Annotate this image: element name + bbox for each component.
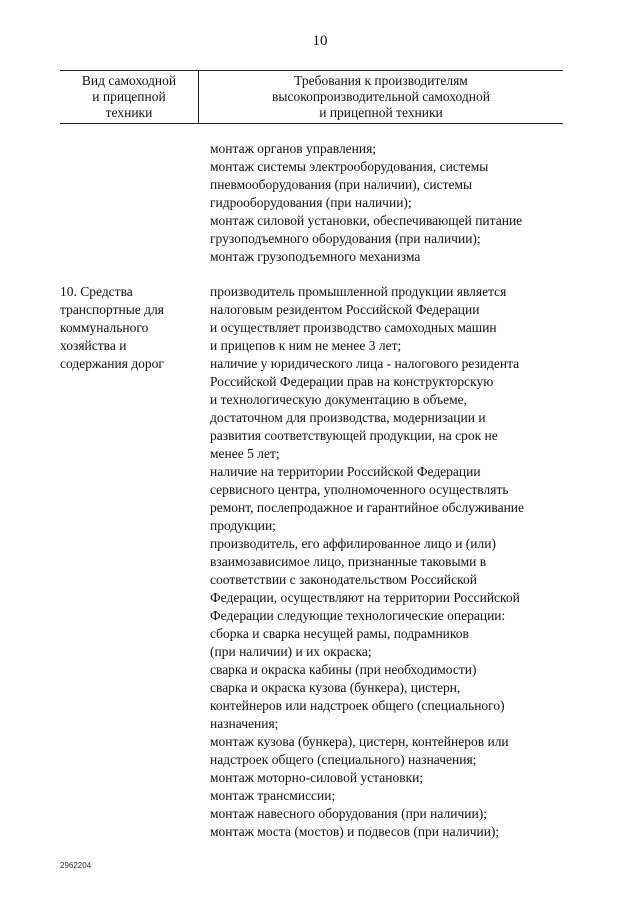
text-line: монтаж навесного оборудования (при наличии);	[210, 806, 487, 821]
header-column-divider	[198, 70, 199, 123]
text-line: монтаж системы электрооборудования, системы	[210, 159, 489, 174]
text-line: транспортные для	[60, 302, 164, 317]
text-line: и прицепов к ним не менее 3 лет;	[210, 338, 402, 353]
requirements-cell	[210, 283, 570, 841]
header-requirements	[202, 73, 560, 121]
header-line: Вид самоходной	[81, 73, 177, 88]
text-line: развития соответствующей продукции, на срок не	[210, 428, 498, 443]
document-code: 2962204	[60, 861, 92, 870]
text-line: и осуществляет производство самоходных машин	[210, 320, 497, 335]
text-line: сборка и сварка несущей рамы, подрамников	[210, 626, 469, 641]
text-line: наличие на территории Российской Федерации	[210, 464, 481, 479]
text-line: коммунального	[60, 320, 149, 335]
text-line: производитель промышленной продукции является	[210, 284, 507, 299]
header-line: и прицепной техники	[319, 105, 443, 120]
text-line: соответствии с законодательством Российской	[210, 572, 477, 587]
text-line: монтаж силовой установки, обеспечивающей питание	[210, 213, 523, 228]
table-header-rule	[60, 123, 563, 124]
text-line: сварка и окраска кабины (при необходимости)	[210, 662, 477, 677]
header-line: и прицепной	[92, 89, 166, 104]
text-line: пневмооборудования (при наличии), системы	[210, 177, 473, 192]
header-line: техники	[105, 105, 153, 120]
header-line: Требования к производителям	[294, 73, 468, 88]
text-line: достаточном для производства, модернизации и	[210, 410, 486, 425]
text-line: Федерации следующие технологические операции:	[210, 608, 506, 623]
page-number: 10	[312, 33, 328, 49]
text-line: налоговым резидентом Российской Федерации	[210, 302, 480, 317]
text-line: надстроек общего (специального) назначения;	[210, 752, 477, 767]
text-line: монтаж моста (мостов) и подвесов (при наличии);	[210, 824, 500, 839]
text-line: наличие у юридического лица - налогового резидента	[210, 356, 520, 371]
table-top-rule	[60, 70, 563, 71]
text-line: Российской Федерации прав на конструкторскую	[210, 374, 494, 389]
text-line: продукции;	[210, 518, 276, 533]
text-line: контейнеров или надстроек общего (специального)	[210, 698, 505, 713]
text-line: монтаж кузова (бункера), цистерн, контейнеров или	[210, 734, 509, 749]
text-line: хозяйства и	[60, 338, 127, 353]
text-line: монтаж грузоподъемного механизма	[210, 249, 421, 264]
text-line: взаимозависимое лицо, признанные таковыми в	[210, 554, 487, 569]
text-line: монтаж моторно-силовой установки;	[210, 770, 424, 785]
text-line: назначения;	[210, 716, 279, 731]
header-vehicle-type	[62, 73, 196, 121]
text-line: сервисного центра, уполномоченного осуществлять	[210, 482, 509, 497]
text-line: производитель, его аффилированное лицо и (или)	[210, 536, 496, 551]
text-line: содержания дорог	[60, 356, 164, 371]
text-line: монтаж органов управления;	[210, 141, 377, 156]
header-line: высокопроизводительной самоходной	[272, 89, 490, 104]
text-line: сварка и окраска кузова (бункера), цистерн,	[210, 680, 461, 695]
text-line: и технологическую документацию в объеме,	[210, 392, 467, 407]
text-line: Федерации, осуществляют на территории Российской	[210, 590, 520, 605]
text-line: грузоподъемного оборудования (при наличии);	[210, 231, 481, 246]
continuation-requirements	[210, 140, 570, 266]
text-line: монтаж трансмиссии;	[210, 788, 336, 803]
text-line: ремонт, послепродажное и гарантийное обслуживание	[210, 500, 525, 515]
text-line: 10. Средства	[60, 284, 133, 299]
text-line: гидрооборудования (при наличии);	[210, 195, 412, 210]
text-line: менее 5 лет;	[210, 446, 280, 461]
vehicle-type-cell	[60, 283, 200, 373]
text-line: (при наличии) и их окраска;	[210, 644, 372, 659]
